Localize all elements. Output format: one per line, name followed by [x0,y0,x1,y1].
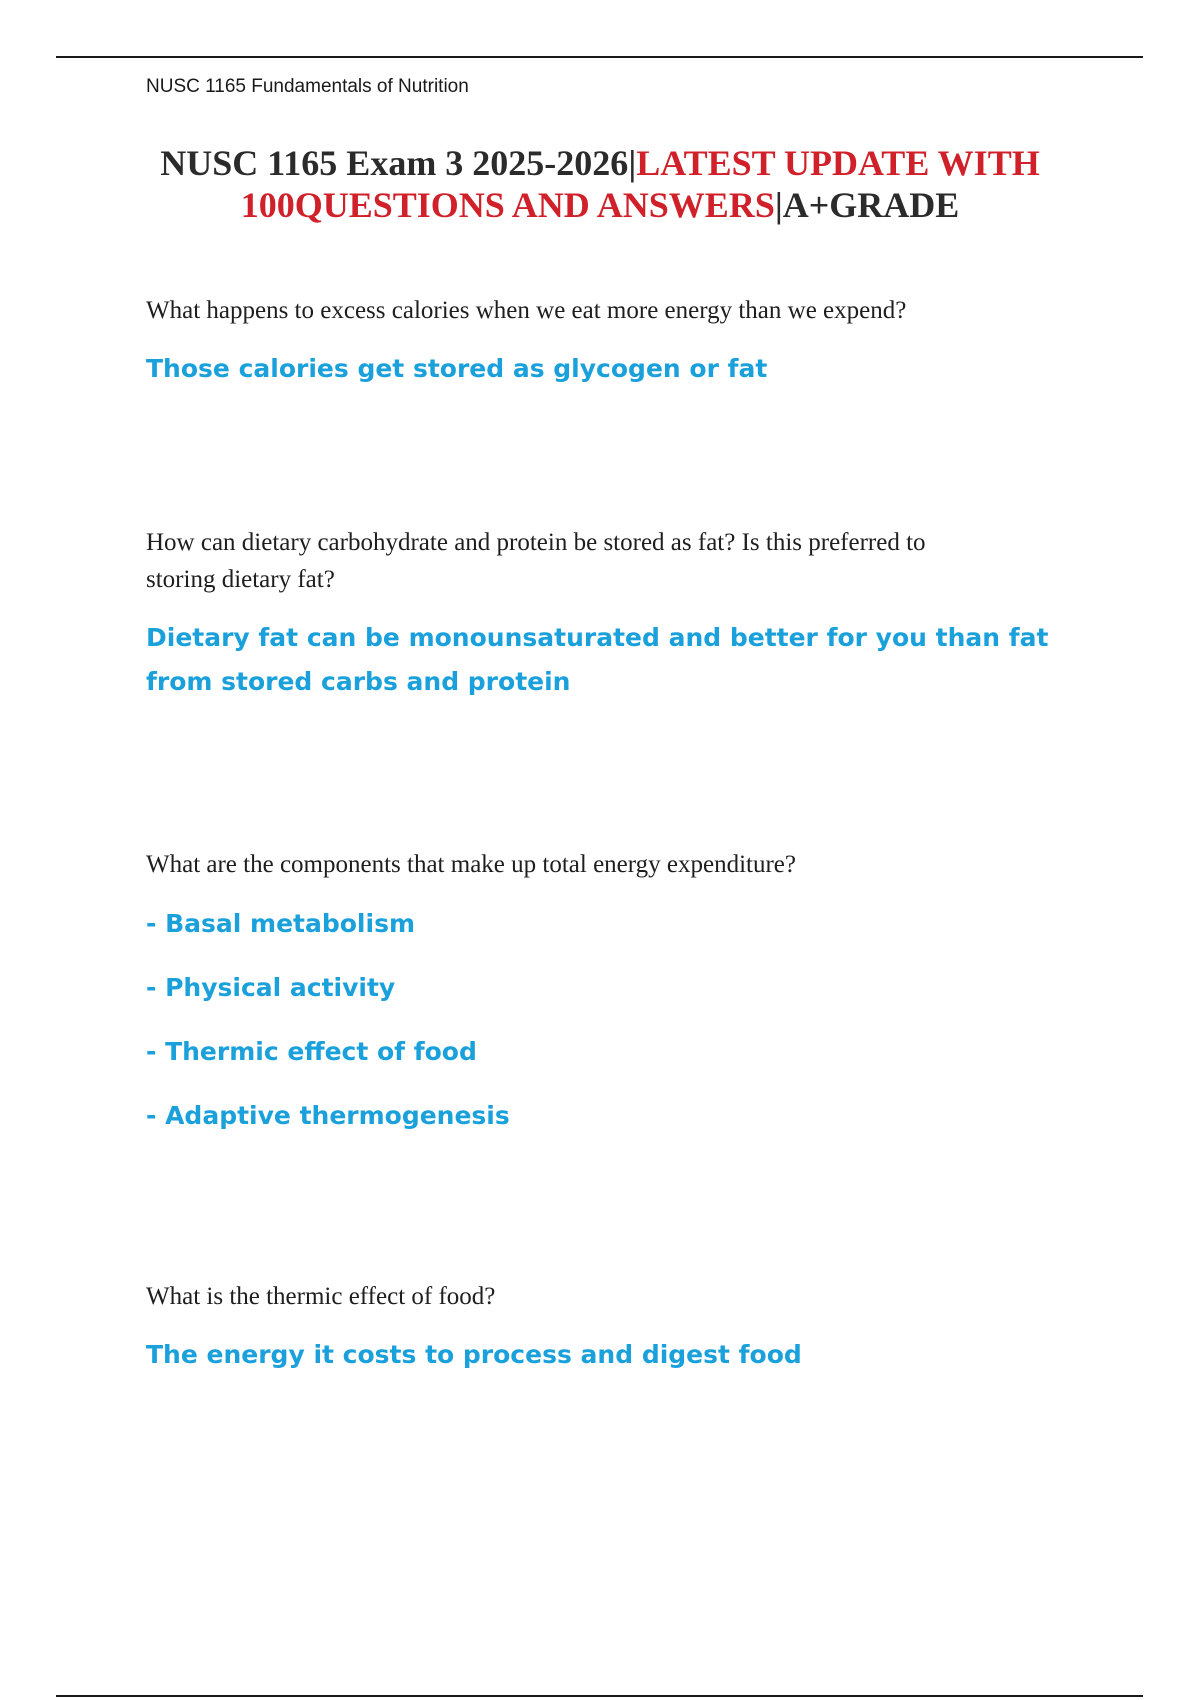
title-update-line2: 100QUESTIONS AND ANSWERS [240,185,775,225]
question-2-line1: How can dietary carbohydrate and protein be stored as fat? Is this preferred to [146,529,926,556]
list-item: - Basal metabolism [146,909,415,938]
title-separator: | [628,143,637,183]
answer-2-line2: from stored carbs and protein [146,667,571,696]
answer-1: Those calories get stored as glycogen or fat [146,354,768,383]
top-rule [56,56,1143,58]
list-item: - Thermic effect of food [146,1037,477,1066]
title-update-line1: LATEST UPDATE WITH [636,143,1040,183]
list-item: - Physical activity [146,973,396,1002]
qa-block-2 [146,524,1076,704]
question-2-line2: storing dietary fat? [146,566,335,593]
qa-block-4 [146,1278,1076,1377]
list-item: - Adaptive thermogenesis [146,1101,510,1130]
bottom-rule [56,1695,1143,1697]
document-title [120,142,1080,226]
question-1: What happens to excess calories when we eat more energy than we expend? [146,297,907,324]
answer-3-list [146,907,1076,1133]
qa-block-1 [146,292,1076,391]
answer-4: The energy it costs to process and digest food [146,1340,802,1369]
question-4: What is the thermic effect of food? [146,1283,496,1310]
question-3: What are the components that make up total energy expenditure? [146,851,796,878]
title-course: NUSC 1165 Exam 3 2025-2026 [160,143,629,183]
title-separator: | [774,185,783,225]
title-grade: A+GRADE [782,185,960,225]
answer-2-line1: Dietary fat can be monounsaturated and better for you than fat [146,623,1049,652]
running-header: NUSC 1165 Fundamentals of Nutrition [146,76,469,97]
qa-block-3 [146,846,1076,1163]
